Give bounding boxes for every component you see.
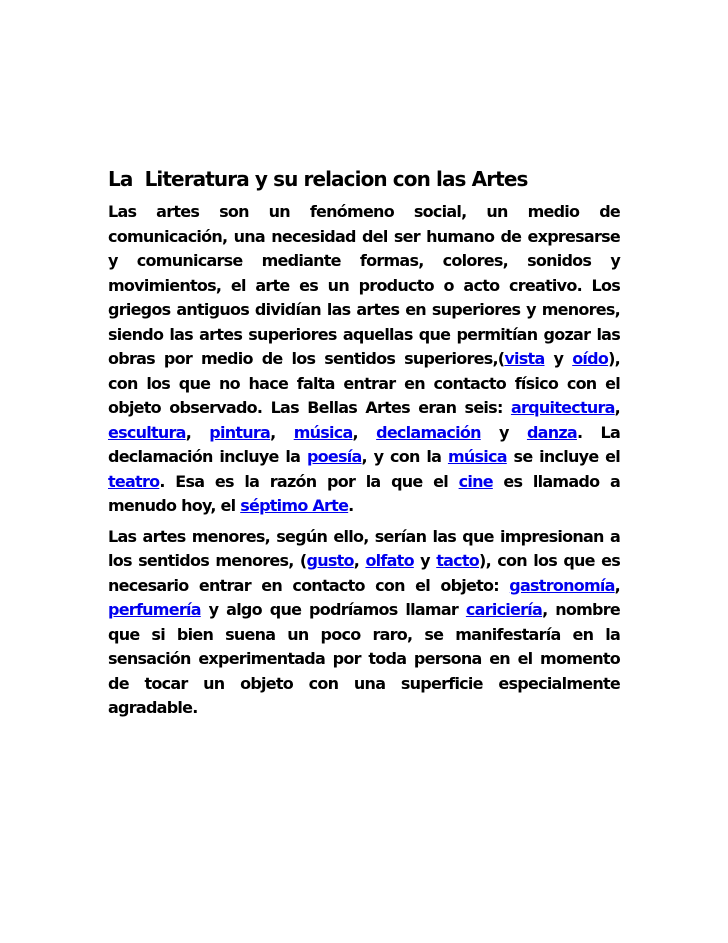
- paragraph-text: ,: [614, 575, 620, 595]
- link-pintura[interactable]: pintura: [209, 422, 271, 442]
- page-title: La Literatura y su relacion con las Artes: [108, 167, 528, 191]
- link-musica[interactable]: música: [293, 422, 353, 442]
- link-poesia[interactable]: poesía: [306, 447, 362, 466]
- paragraph-text: Las artes menores, según ello, serían las que impresionan a los sentidos menores, (: [108, 526, 620, 570]
- paragraph-text: y: [480, 422, 527, 442]
- link-declamacion[interactable]: declamación: [376, 422, 481, 442]
- paragraph-text: . La declamación incluye la: [108, 422, 620, 466]
- paragraph-text: . Esa es la razón por la que el: [159, 471, 459, 491]
- link-escultura[interactable]: escultura: [108, 422, 186, 442]
- paragraph-text: , y con la: [361, 447, 448, 466]
- paragraph-text: y: [544, 349, 573, 368]
- document-body: [108, 164, 620, 727]
- paragraph-text: y algo que podríamos llamar: [200, 600, 466, 619]
- paragraph-text: ), con los que es necesario entrar en contacto con el objeto:: [108, 551, 621, 595]
- link-oido[interactable]: oído: [572, 349, 609, 368]
- link-vista[interactable]: vista: [504, 349, 545, 368]
- paragraph-text: ,: [352, 422, 377, 442]
- link-danza[interactable]: danza: [526, 422, 577, 442]
- link-perfumeria[interactable]: perfumería: [108, 600, 201, 619]
- paragraph-text: Las artes son un fenómeno social, un medio de comunicación, una necesidad del ser humano de expresarse y comunicarse mediante formas, colores, sonidos y movimientos, el arte es un producto o acto creativo. Los griegos antiguos dividían las artes en superiores y menores, siendo las artes superiores aquellas que permitían gozar las obras por medio de los sentidos superiores,(: [108, 202, 620, 368]
- paragraph-text: y: [413, 551, 437, 570]
- link-arquitectura[interactable]: arquitectura: [510, 398, 615, 417]
- paragraph-text: .: [348, 496, 354, 515]
- paragraph-text: ,: [270, 422, 294, 442]
- paragraph-text: ,: [614, 398, 620, 417]
- link-caricieria[interactable]: cariciería: [465, 600, 543, 619]
- link-gusto[interactable]: gusto: [306, 551, 354, 570]
- paragraph-text: ,: [185, 422, 210, 442]
- link-cine[interactable]: cine: [458, 471, 493, 491]
- link-teatro[interactable]: teatro: [108, 471, 160, 491]
- link-olfato[interactable]: olfato: [365, 551, 414, 570]
- paragraph-text: se incluye el: [506, 447, 621, 466]
- paragraph-text: ), con los que no hace falta entrar en contacto físico con el objeto observado. Las Bellas Artes eran seis:: [108, 349, 620, 417]
- link-septimo-arte[interactable]: séptimo Arte: [240, 496, 349, 515]
- paragraph-1: [108, 200, 620, 519]
- link-musica-2[interactable]: música: [447, 447, 507, 466]
- paragraph-text: ,: [353, 551, 366, 570]
- link-gastronomia[interactable]: gastronomía: [509, 575, 615, 595]
- link-tacto[interactable]: tacto: [436, 551, 480, 570]
- paragraph-2: [108, 525, 620, 721]
- paragraph-text: , nombre que si bien suena un poco raro, se manifestaría en la sensación experimentada por toda persona en el momento de tocar un objeto con una superficie especialmente agradable.: [108, 600, 621, 717]
- paragraph-text: es llamado a menudo hoy, el: [108, 471, 620, 515]
